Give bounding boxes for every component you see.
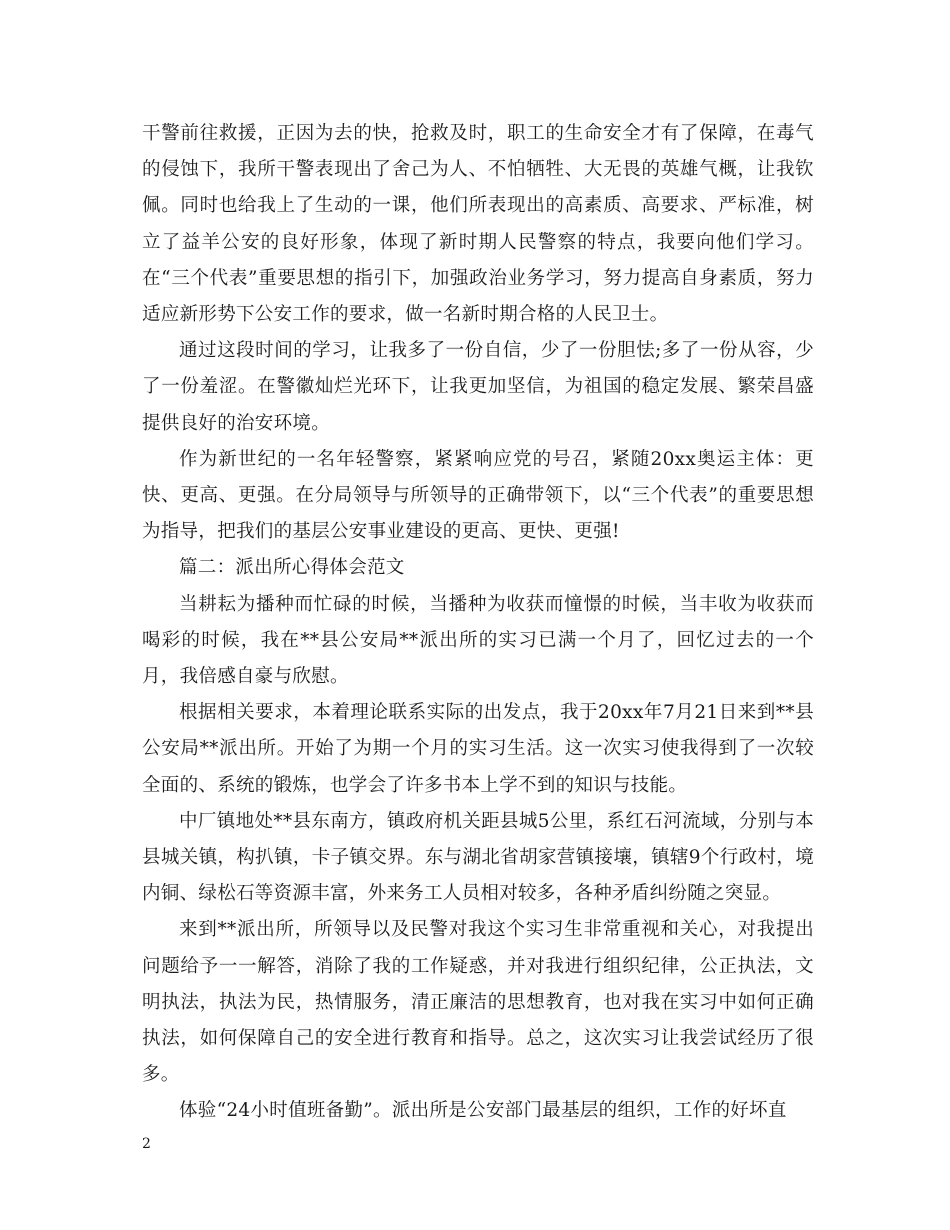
paragraph: 来到**派出所，所领导以及民警对我这个实习生非常重视和关心，对我提出问题给予一一解答，消除了我的工作疑惑，并对我进行组织纪律，公正执法，文明执法，执法为民，热情服务，清正廉洁的思想教育，也对我在实习中如何正确执法，如何保障自己的安全进行教育和指导。总之，这次实习让我尝试经历了很多。 (142, 919, 814, 1086)
page-number: 2 (142, 1136, 151, 1152)
paragraph: 作为新世纪的一名年轻警察，紧紧响应党的号召，紧随20xx奥运主体：更快、更高、更强。在分局领导与所领导的正确带领下，以“三个代表”的重要思想为指导，把我们的基层公安事业建设的更高、更快、更强! (142, 448, 814, 543)
paragraph: 当耕耘为播种而忙碌的时候，当播种为收获而憧憬的时候，当丰收为收获而喝彩的时候，我在**县公安局**派出所的实习已满一个月了，回忆过去的一个月，我倍感自豪与欣慰。 (142, 593, 814, 688)
paragraph: 根据相关要求，本着理论联系实际的出发点，我于20xx年7月21日来到**县公安局**派出所。开始了为期一个月的实习生活。这一次实习使我得到了一次较全面的、系统的锻炼，也学会了许多书本上学不到的知识与技能。 (142, 702, 814, 796)
document-body (142, 116, 814, 1130)
paragraph: 中厂镇地处**县东南方，镇政府机关距县城5公里，系红石河流域，分别与本县城关镇，构扒镇，卡子镇交界。东与湖北省胡家营镇接壤，镇辖9个行政村，境内铜、绿松石等资源丰富，外来务工人员相对较多，各种矛盾纠纷随之突显。 (142, 810, 814, 905)
paragraph: 干警前往救援，正因为去的快，抢救及时，职工的生命安全才有了保障，在毒气的侵蚀下，我所干警表现出了舍己为人、不怕牺牲、大无畏的英雄气概，让我钦佩。同时也给我上了生动的一课，他们所表现出的高素质、高要求、严标准，树立了益羊公安的良好形象，体现了新时期人民警察的特点，我要向他们学习。在“三个代表”重要思想的指引下，加强政治业务学习，努力提高自身素质，努力适应新形势下公安工作的要求，做一名新时期合格的人民卫士。 (142, 123, 814, 326)
paragraph: 体验“24小时值班备勤”。派出所是公安部门最基层的组织，工作的好坏直 (179, 1100, 787, 1122)
section-heading: 篇二：派出所心得体会范文 (179, 557, 405, 579)
paragraph: 通过这段时间的学习，让我多了一份自信，少了一份胆怯;多了一份从容，少了一份羞涩。在警徽灿烂光环下，让我更加坚信，为祖国的稳定发展、繁荣昌盛提供良好的治安环境。 (142, 340, 814, 434)
